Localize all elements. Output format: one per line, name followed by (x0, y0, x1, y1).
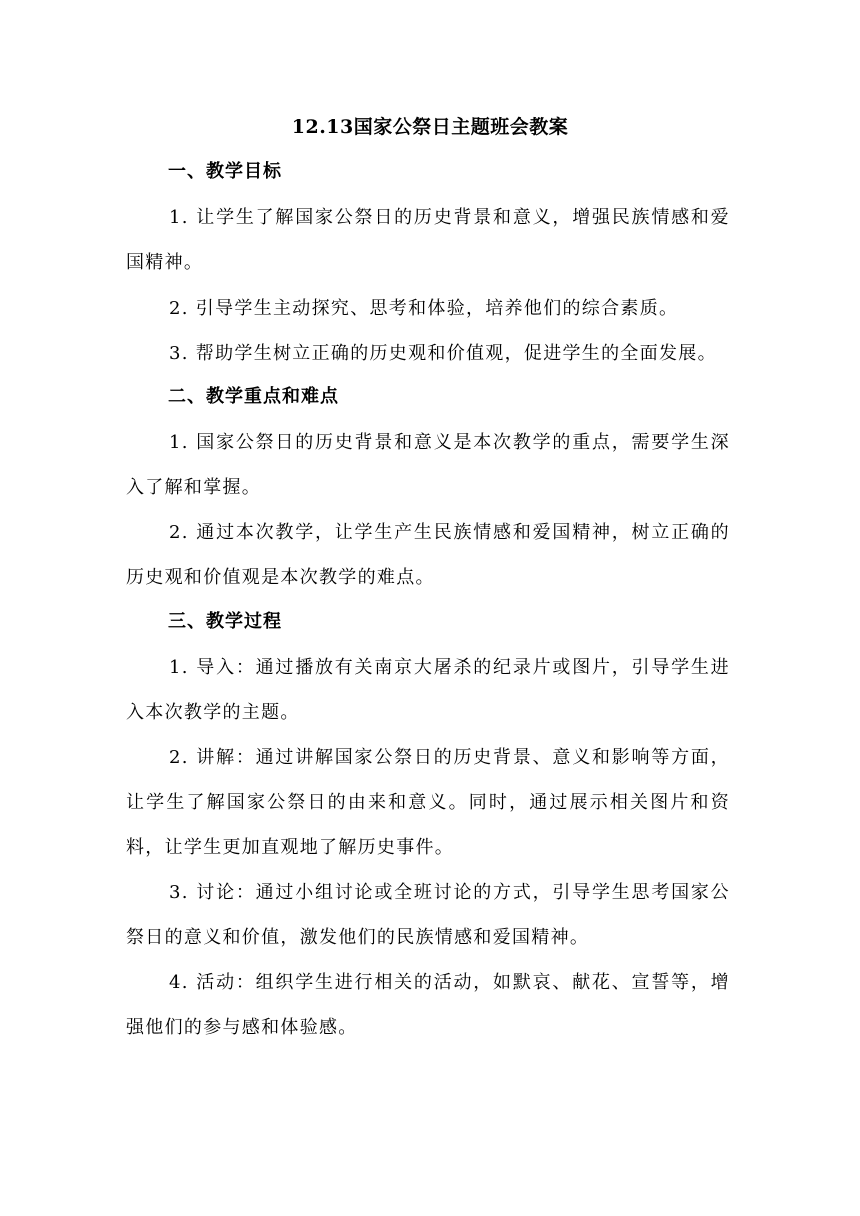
paragraph-process-1: 1. 导入：通过播放有关南京大屠杀的纪录片或图片，引导学生进入本次教学的主题。 (126, 657, 730, 723)
section-heading-key-points: 二、教学重点和难点 (168, 386, 339, 407)
section-heading-process: 三、教学过程 (168, 611, 282, 632)
paragraph-process-4: 4. 活动：组织学生进行相关的活动，如默哀、献花、宣誓等，增强他们的参与感和体验感。 (126, 972, 730, 1038)
paragraph-process-2: 2. 讲解：通过讲解国家公祭日的历史背景、意义和影响等方面，让学生了解国家公祭日的由来和意义。同时，通过展示相关图片和资料，让学生更加直观地了解历史事件。 (126, 747, 730, 858)
paragraph-objective-3: 3. 帮助学生树立正确的历史观和价值观，促进学生的全面发展。 (169, 343, 717, 364)
paragraph-objective-1: 1. 让学生了解国家公祭日的历史背景和意义，增强民族情感和爱国精神。 (126, 207, 730, 273)
paragraph-process-3: 3. 讨论：通过小组讨论或全班讨论的方式，引导学生思考国家公祭日的意义和价值，激发他们的民族情感和爱国精神。 (126, 882, 730, 948)
paragraph-key-point-2: 2. 通过本次教学，让学生产生民族情感和爱国精神，树立正确的历史观和价值观是本次教学的难点。 (126, 522, 730, 588)
section-heading-objectives: 一、教学目标 (168, 161, 282, 182)
paragraph-objective-2: 2. 引导学生主动探究、思考和体验，培养他们的综合素质。 (169, 298, 679, 319)
document-title: 12.13国家公祭日主题班会教案 (291, 116, 569, 138)
paragraph-key-point-1: 1. 国家公祭日的历史背景和意义是本次教学的重点，需要学生深入了解和掌握。 (126, 432, 730, 498)
